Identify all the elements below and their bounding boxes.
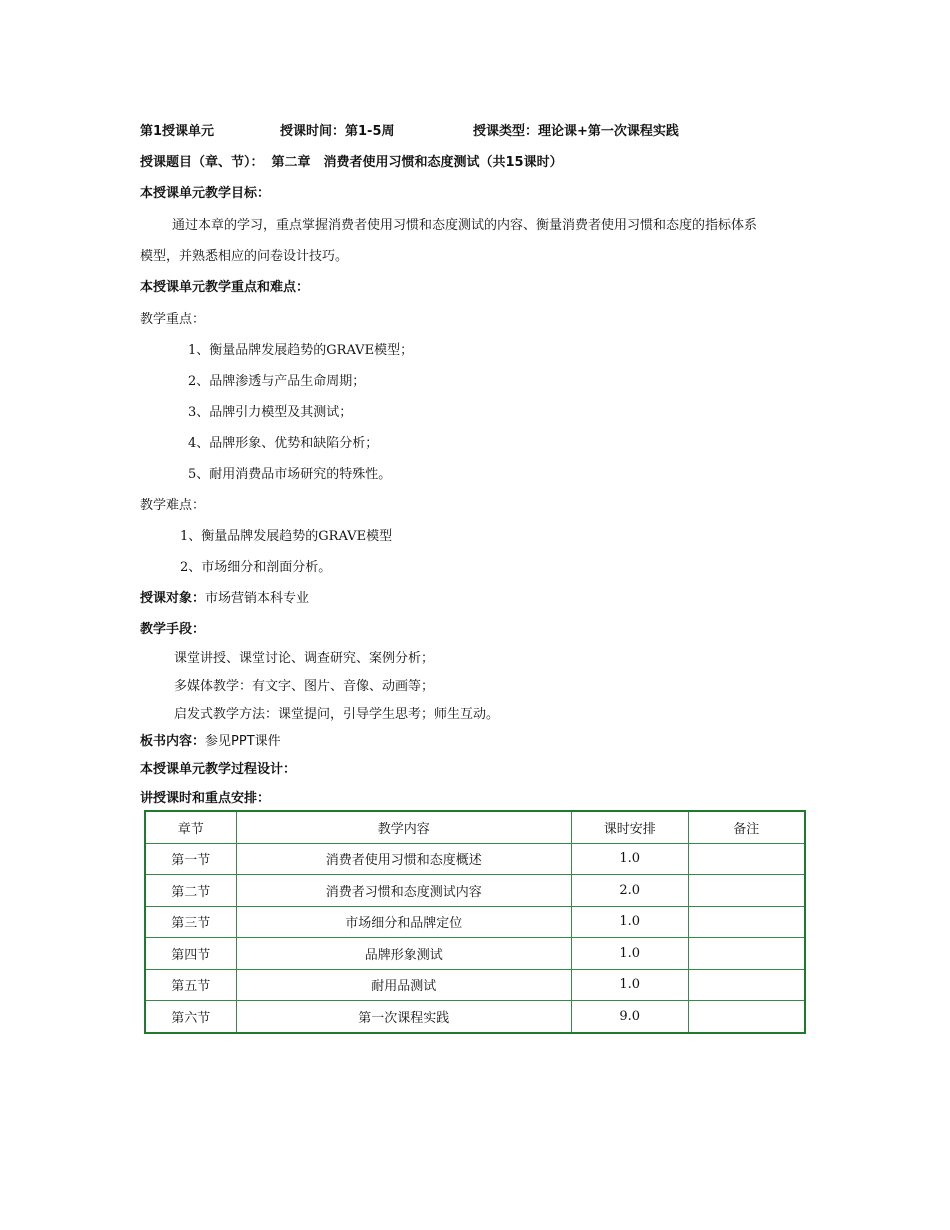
process-heading: 本授课单元教学过程设计： bbox=[140, 762, 297, 777]
board-line bbox=[140, 733, 281, 751]
goal-heading: 本授课单元教学目标： bbox=[140, 186, 271, 201]
column-header: 章节 bbox=[145, 811, 236, 843]
remark-cell bbox=[688, 875, 805, 907]
board-value: 参见PPT课件 bbox=[205, 734, 281, 749]
audience-line bbox=[140, 590, 309, 608]
table-row bbox=[145, 969, 805, 1001]
remark-cell bbox=[688, 843, 805, 875]
board-label: 板书内容： bbox=[140, 734, 206, 749]
hours-cell: 1.0 bbox=[571, 969, 688, 1001]
column-header: 教学内容 bbox=[236, 811, 571, 843]
table-row bbox=[145, 875, 805, 907]
unit-label: 第1授课单元 bbox=[140, 124, 215, 139]
hours-cell: 1.0 bbox=[571, 906, 688, 938]
key-point-item: 3、品牌引力模型及其测试； bbox=[188, 405, 353, 420]
remark-cell bbox=[688, 938, 805, 970]
methods-heading: 教学手段： bbox=[140, 622, 206, 637]
hours-cell: 1.0 bbox=[571, 938, 688, 970]
section-cell: 第二节 bbox=[145, 875, 236, 907]
hours-cell: 1.0 bbox=[571, 843, 688, 875]
content-cell: 品牌形象测试 bbox=[236, 938, 571, 970]
section-cell: 第一节 bbox=[145, 843, 236, 875]
schedule-table bbox=[144, 810, 806, 1034]
hard-point-item: 1、衡量品牌发展趋势的GRAVE模型 bbox=[180, 529, 393, 544]
table-row bbox=[145, 906, 805, 938]
audience-value: 市场营销本科专业 bbox=[205, 591, 310, 606]
content-cell: 市场细分和品牌定位 bbox=[236, 906, 571, 938]
schedule-heading: 讲授课时和重点安排： bbox=[140, 791, 271, 806]
method-item: 启发式教学方法：课堂提问，引导学生思考；师生互动。 bbox=[174, 707, 500, 722]
section-cell: 第五节 bbox=[145, 969, 236, 1001]
hours-cell: 9.0 bbox=[571, 1001, 688, 1033]
content-cell: 消费者习惯和态度测试内容 bbox=[236, 875, 571, 907]
table-row bbox=[145, 1001, 805, 1033]
topic-value: 第二章 消费者使用习惯和态度测试（共15课时） bbox=[271, 155, 563, 170]
topic-line bbox=[140, 154, 563, 172]
method-item: 多媒体教学：有文字、图片、音像、动画等； bbox=[174, 679, 435, 694]
remark-cell bbox=[688, 969, 805, 1001]
section-cell: 第三节 bbox=[145, 906, 236, 938]
key-point-item: 1、衡量品牌发展趋势的GRAVE模型； bbox=[188, 343, 414, 358]
column-header: 备注 bbox=[688, 811, 805, 843]
table-row bbox=[145, 843, 805, 875]
remark-cell bbox=[688, 906, 805, 938]
table-row bbox=[145, 938, 805, 970]
section-cell: 第六节 bbox=[145, 1001, 236, 1033]
hours-cell: 2.0 bbox=[571, 875, 688, 907]
remark-cell bbox=[688, 1001, 805, 1033]
topic-label: 授课题目（章、节）： bbox=[140, 155, 264, 170]
lesson-type: 授课类型：理论课+第一次课程实践 bbox=[473, 124, 679, 139]
audience-label: 授课对象： bbox=[140, 591, 206, 606]
content-cell: 耐用品测试 bbox=[236, 969, 571, 1001]
content-cell: 消费者使用习惯和态度概述 bbox=[236, 843, 571, 875]
section-cell: 第四节 bbox=[145, 938, 236, 970]
teaching-time: 授课时间：第1-5周 bbox=[280, 124, 395, 139]
key-point-item: 5、耐用消费品市场研究的特殊性。 bbox=[188, 467, 392, 482]
goal-text-line1: 通过本章的学习，重点掌握消费者使用习惯和态度测试的内容、衡量消费者使用习惯和态度的指标体系 bbox=[172, 218, 758, 233]
content-cell: 第一次课程实践 bbox=[236, 1001, 571, 1033]
focus-heading: 本授课单元教学重点和难点： bbox=[140, 280, 310, 295]
key-point-item: 2、品牌渗透与产品生命周期； bbox=[188, 374, 366, 389]
goal-text-line2: 模型，并熟悉相应的问卷设计技巧。 bbox=[140, 249, 349, 264]
hard-point-item: 2、市场细分和剖面分析。 bbox=[180, 560, 332, 575]
key-point-item: 4、品牌形象、优势和缺陷分析； bbox=[188, 436, 379, 451]
method-item: 课堂讲授、课堂讨论、调查研究、案例分析； bbox=[174, 651, 435, 666]
hard-points-label: 教学难点： bbox=[140, 498, 206, 513]
key-points-label: 教学重点： bbox=[140, 312, 206, 327]
table-header-row bbox=[145, 811, 805, 843]
column-header: 课时安排 bbox=[571, 811, 688, 843]
